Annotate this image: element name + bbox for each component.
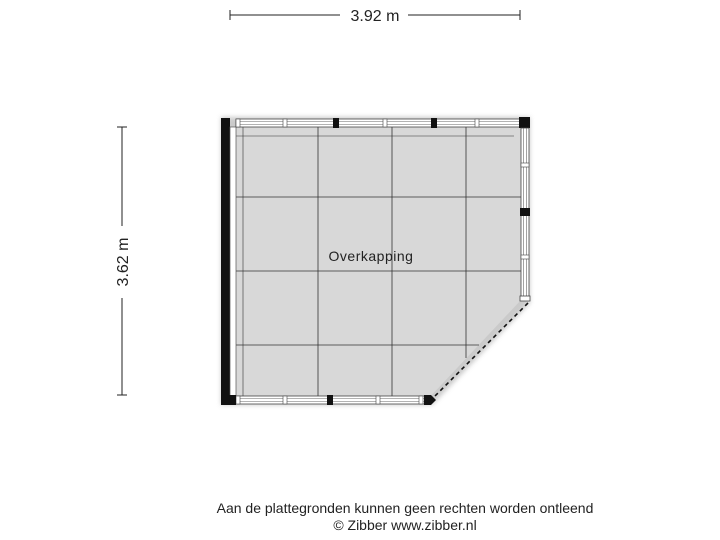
post-right-1: [520, 208, 530, 216]
room-label: Overkapping: [328, 248, 414, 264]
credit-text: © Zibber www.zibber.nl: [333, 517, 477, 533]
post-top-1: [333, 118, 339, 128]
height-label: 3.62 m: [115, 237, 132, 287]
post-bottom-1: [327, 395, 333, 405]
footer-disclaimer: [0, 500, 720, 534]
post-corner-bottom-left: [221, 395, 236, 405]
rail-bottom: [236, 395, 426, 405]
width-label: 3.92 m: [350, 8, 400, 25]
wall-left-inner: [230, 127, 236, 399]
height-dimension: [115, 127, 132, 395]
post-top-2: [431, 118, 437, 128]
disclaimer-text: Aan de plattegronden kunnen geen rechten worden ontleend: [216, 500, 594, 516]
rail-right: [520, 128, 530, 301]
rail-top: [236, 118, 521, 128]
width-dimension: [230, 8, 520, 25]
wall-left: [221, 118, 230, 405]
post-corner-top-right: [519, 117, 530, 128]
